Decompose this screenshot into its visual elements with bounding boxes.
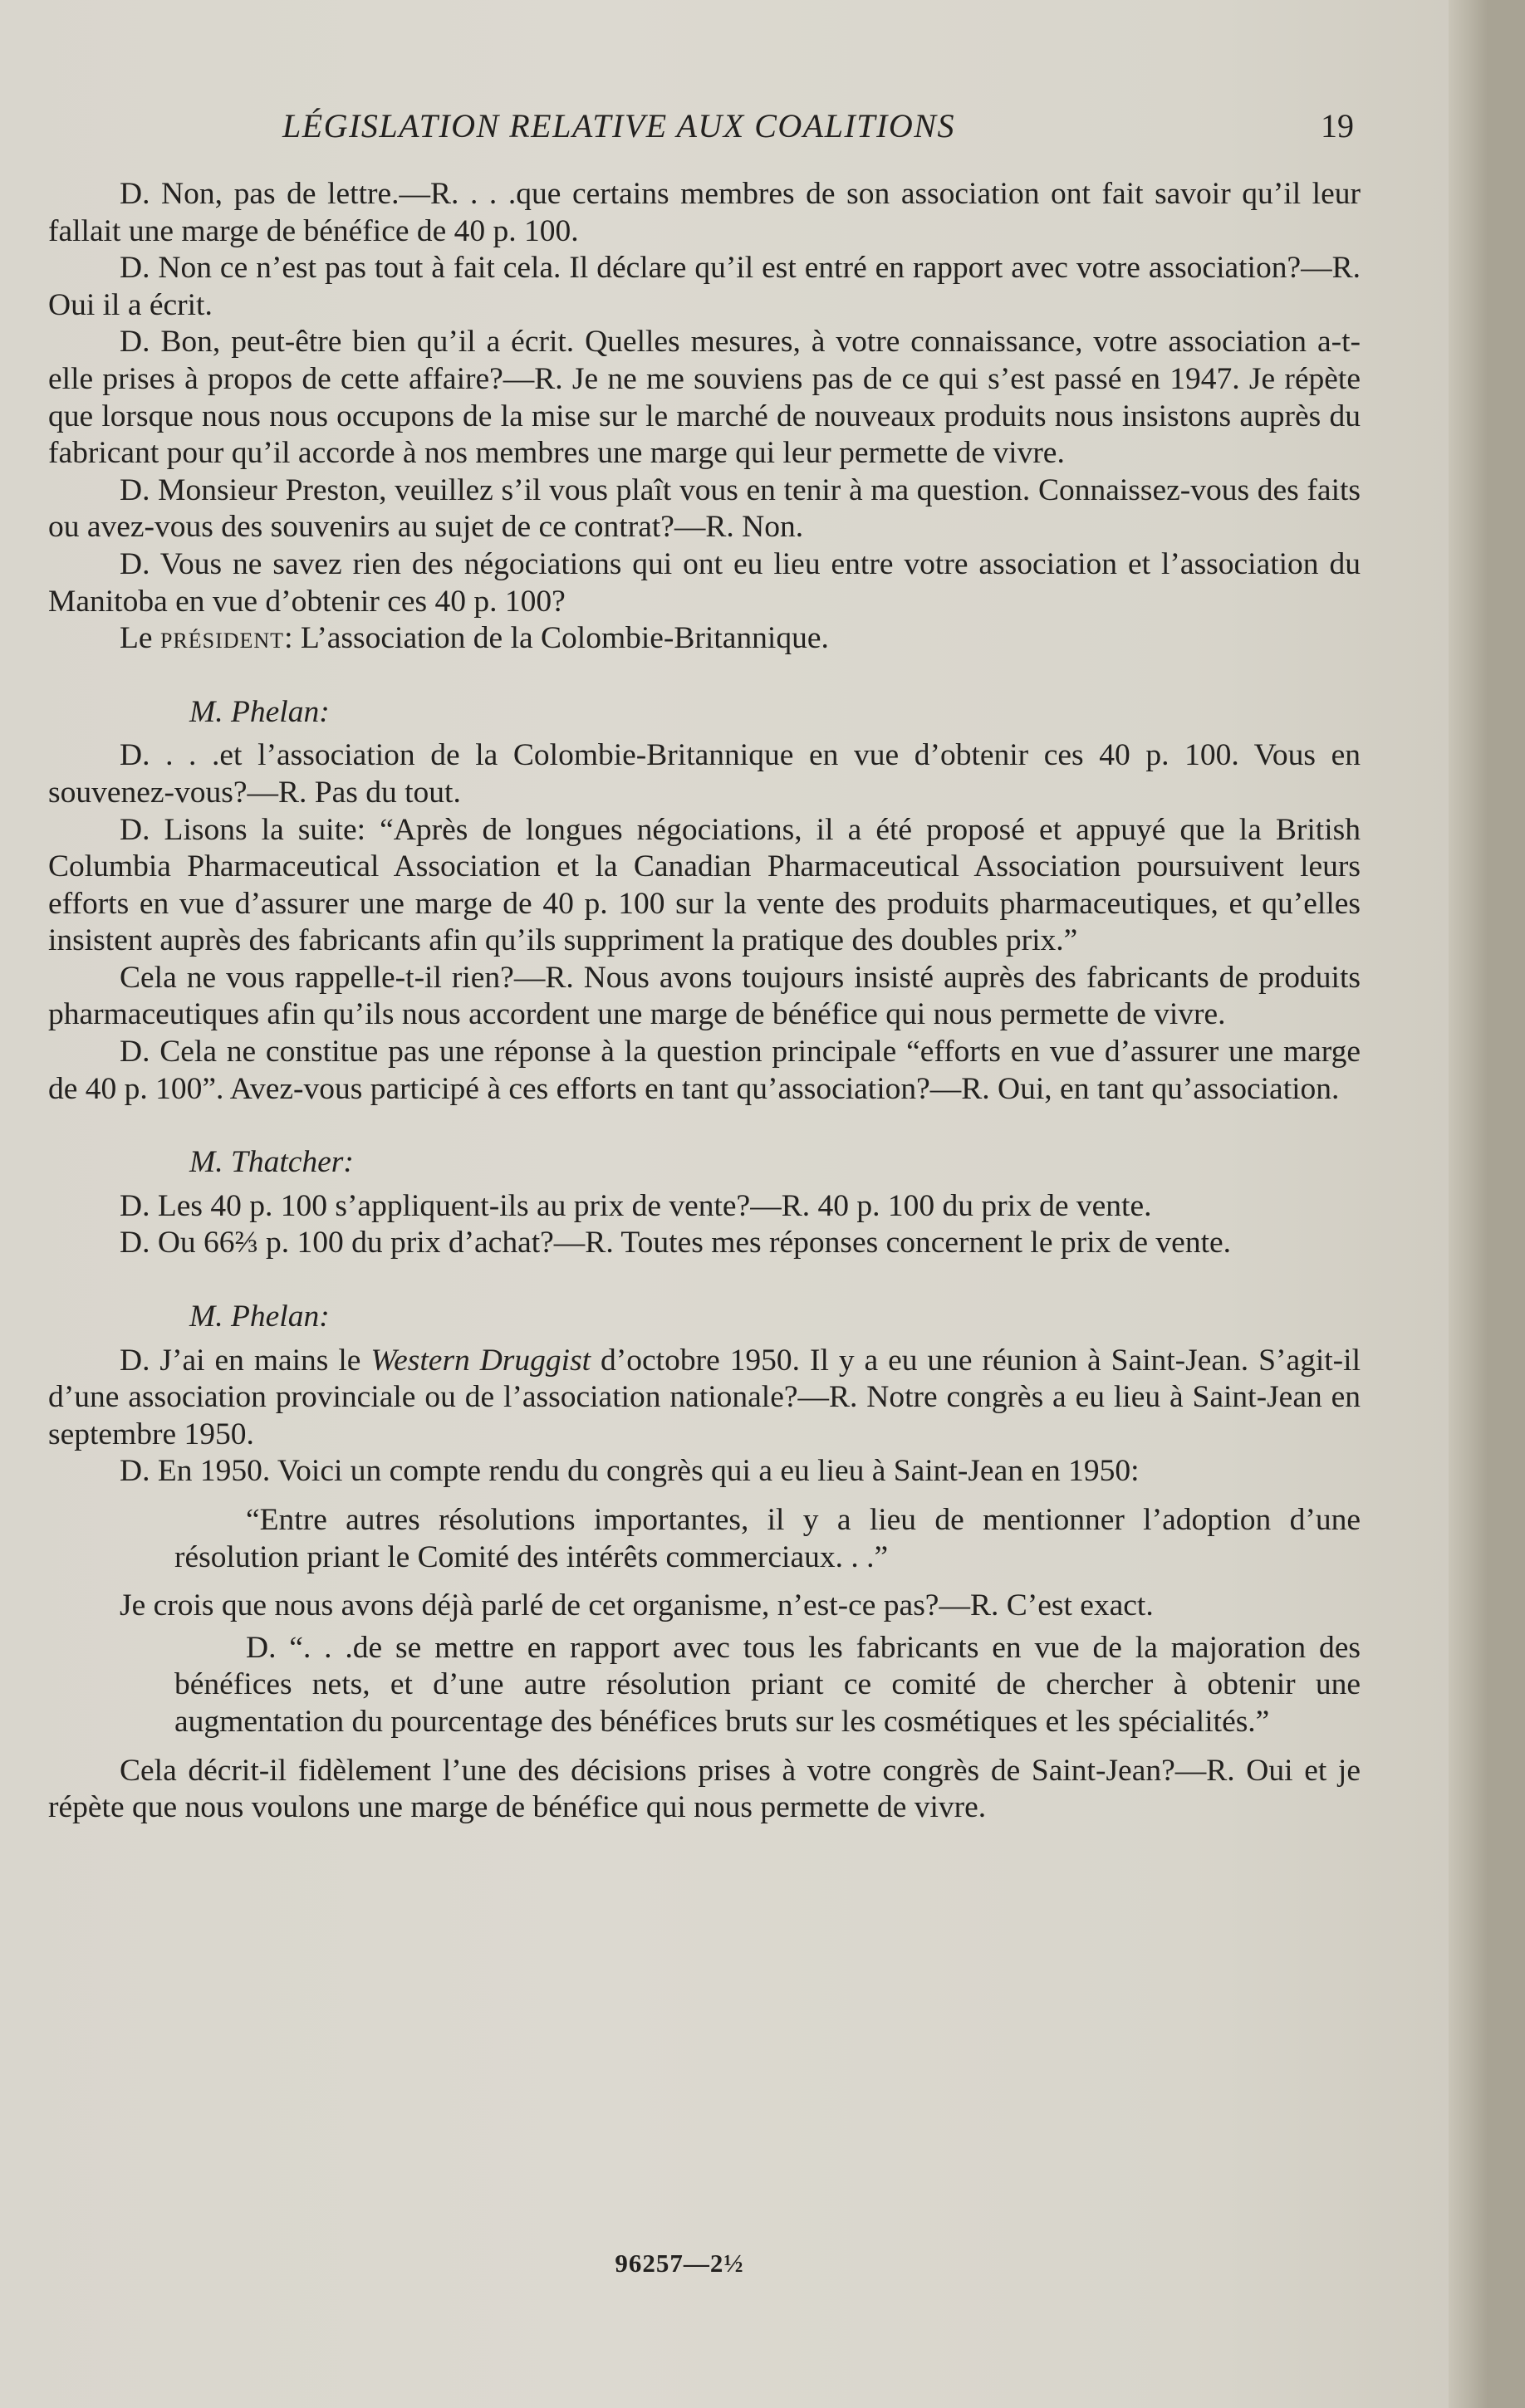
page-number: 19 bbox=[1321, 107, 1354, 144]
paragraph: Cela décrit-il fidèlement l’une des décisions prises à votre congrès de Saint-Jean?—R. Oui et je répète que nous voulons une marge de bénéfice qui nous permette de vivre. bbox=[48, 1753, 1361, 1825]
paragraph: D. Cela ne constitue pas une réponse à la question principale “efforts en vue d’assurer une marge de 40 p. 100”. Avez-vous participé à ces efforts en tant qu’association?—R. Oui, en tant qu’association. bbox=[48, 1035, 1361, 1106]
paragraph: D. Ou 66⅔ p. 100 du prix d’achat?—R. Toutes mes réponses concernent le prix de vente. bbox=[120, 1226, 1232, 1260]
speaker-heading: M. Phelan: bbox=[189, 1299, 330, 1334]
paragraph: D. Non ce n’est pas tout à fait cela. Il déclare qu’il est entré en rapport avec votre association?—R. Oui il a écrit. bbox=[48, 251, 1361, 322]
paragraph-part: D. J’ai en mains le bbox=[120, 1343, 371, 1378]
paragraph: D. Non, pas de lettre.—R. . . .que certains membres de son association ont fait savoir qu’il leur fallait une marge de bénéfice de 40 p. 100. bbox=[48, 177, 1361, 248]
speaker-heading: M. Phelan: bbox=[189, 694, 330, 729]
paragraph: D. En 1950. Voici un compte rendu du congrès qui a eu lieu à Saint-Jean en 1950: bbox=[120, 1454, 1140, 1489]
president-text: : L’association de la Colombie-Britannique. bbox=[284, 621, 829, 656]
paragraph: D. Monsieur Preston, veuillez s’il vous plaît vous en tenir à ma question. Connaissez-vous des faits ou avez-vous des souvenirs au sujet de ce contrat?—R. Non. bbox=[48, 472, 1361, 545]
paragraph: Je crois que nous avons déjà parlé de cet organisme, n’est-ce pas?—R. C’est exact. bbox=[120, 1588, 1154, 1623]
block-quote: D. “. . .de se mettre en rapport avec tous les fabricants en vue de la majoration des bénéfices nets, et d’une autre résolution priant ce comité de chercher à obtenir une augmentation du pourcentage des bénéfices bruts sur les cosmétiques et les spécialités.” bbox=[174, 1630, 1361, 1739]
speaker-heading: M. Thatcher: bbox=[189, 1145, 354, 1180]
president-speaker-label: président bbox=[159, 621, 285, 656]
page-edge-shadow bbox=[1449, 0, 1487, 2408]
body-text bbox=[48, 176, 1361, 1827]
paragraph-part: d’octobre 1950. Il y a eu une réunion à Saint-Jean. S’agit-il d’une association provinciale ou de l’association nationale?—R. Notre congrès a eu lieu à Saint-Jean en septembre 1950. bbox=[48, 1343, 1361, 1451]
block-quote: “Entre autres résolutions importantes, il y a lieu de mentionner l’adoption d’une résolution priant le Comité des intérêts commerciaux. . .” bbox=[174, 1503, 1361, 1574]
paragraph bbox=[48, 1343, 1361, 1454]
paragraph: D. Les 40 p. 100 s’appliquent-ils au prix de vente?—R. 40 p. 100 du prix de vente. bbox=[120, 1188, 1152, 1223]
president-remark bbox=[48, 620, 1361, 658]
president-prefix: Le bbox=[120, 621, 153, 656]
running-title: LÉGISLATION RELATIVE AUX COALITIONS bbox=[282, 107, 955, 144]
paragraph: D. Vous ne savez rien des négociations qui ont eu lieu entre votre association et l’association du Manitoba en vue d’obtenir ces 40 p. 100? bbox=[48, 546, 1361, 619]
paragraph: D. Bon, peut-être bien qu’il a écrit. Quelles mesures, à votre connaissance, votre association a-t-elle prises à propos de cette affaire?—R. Je ne me souviens pas de ce qui s’est passé en 1947. Je répète que lorsque nous nous occupons de la mise sur le marché de nouveaux produits nous insistons auprès du fabricant pour qu’il accorde à nos membres une marge qui leur permette de vivre. bbox=[48, 325, 1361, 471]
page-header bbox=[282, 106, 1354, 156]
publication-title: Western Druggist bbox=[370, 1343, 591, 1378]
printer-signature: 96257—2½ bbox=[615, 2249, 744, 2278]
paragraph: D. . . .et l’association de la Colombie-Britannique en vue d’obtenir ces 40 p. 100. Vous en souvenez-vous?—R. Pas du tout. bbox=[48, 738, 1361, 810]
paragraph: D. Lisons la suite: “Après de longues négociations, il a été proposé et appuyé que la British Columbia Pharmaceutical Association et la Canadian Pharmaceutical Association poursuivent leurs efforts en vue d’assurer une marge de 40 p. 100 sur la vente des produits pharmaceutiques, et qu’elles insistent auprès des fabricants afin qu’ils suppriment la pratique des doubles prix.” bbox=[48, 812, 1361, 958]
paragraph: Cela ne vous rappelle-t-il rien?—R. Nous avons toujours insisté auprès des fabricants de produits pharmaceutiques afin qu’ils nous accordent une marge de bénéfice qui nous permette de vivre. bbox=[48, 960, 1361, 1032]
